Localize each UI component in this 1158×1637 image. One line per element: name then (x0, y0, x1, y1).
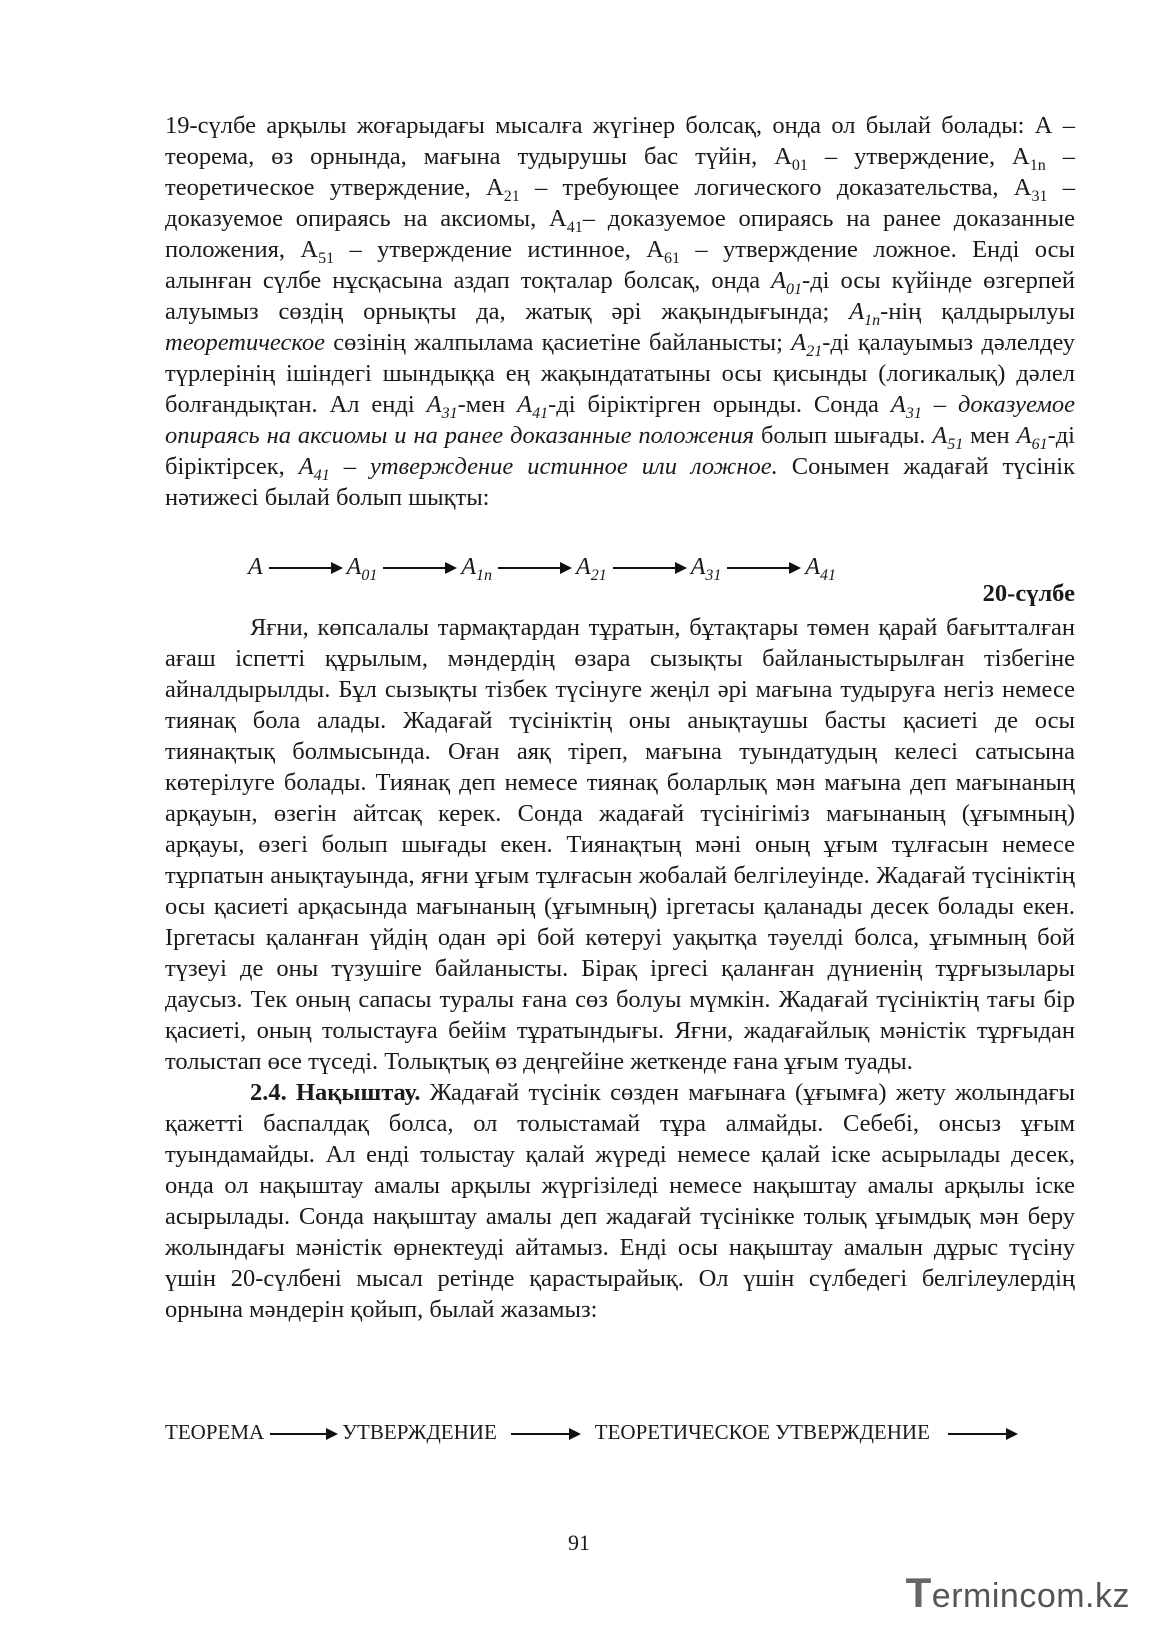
symbol: $A_{31}$ (426, 391, 458, 422)
italic-term: – утверждение истинное или ложное. (329, 453, 778, 480)
text-run: Жадағай түсінік сөзден мағынаға (ұғымға) жету жолындағы қажетті баспалдақ болса, ол толыстамай тұра алмайды. Себебі, онсыз ұғым туындамайды. Ал енді толыстау қалай жүреді немесе қалай іске асырылады десек, онда ол нақыштау амалы арқылы жүргізіледі немесе нақыштау амалы арқылы іске асырылады. Сонда нақыштау амалы деп жадағай түсінікке толық ұғымдық мән беру жолындағы мәністік өрнектеуді айтамыз. Енді осы нақыштау амалын дұрыс түсіну үшін 20-сүлбені мысал ретінде қарастырайық. Ол үшін сүлбедегі белгілеулердің орнына мәндерін қойып, былай жазамыз: (165, 1079, 1075, 1323)
flow-item: УТВЕРЖДЕНИЕ (342, 1420, 497, 1444)
text-run: мен (963, 422, 1017, 449)
text-run: Сонымен жадағай түсінік нәтижесі былай болып шықты: (165, 453, 1075, 511)
symbol: $A_{01}$ (771, 267, 803, 298)
subscript: 31 (1031, 187, 1048, 205)
text-run: -мен (457, 391, 518, 418)
text-run: -ді осы күйінде өзгерпей алуымыз сөздің орнықты да, жатық әрі жақындығында; (165, 267, 1075, 325)
arrow-right-icon (269, 567, 341, 569)
symbol: $A_{41}$ (298, 453, 330, 484)
text-run: – требующее логического доказательства, А (519, 174, 1032, 201)
scheme-node: $A_{41}$ (805, 553, 837, 584)
body-text (165, 612, 1075, 1325)
text-run: -ді қалауымыз дәлелдеу түрлерінің ішіндегі шындыққа ең жақындататыны осы қисынды (логикалық) дәлел болғандықтан. Ал енді (165, 329, 1075, 418)
text-run: 19-сүлбе арқылы жоғарыдағы мысалға жүгінер болсақ, онда ол былай болады: А – теорема, өз орнында, мағына тудырушы бас түйін, А (165, 112, 1075, 170)
text-run: – доказуемое опираясь на аксиомы, А (165, 174, 1075, 232)
scheme-node: A (248, 553, 263, 580)
symbol: $A_{31}$ (890, 391, 922, 422)
text-run: – утверждение ложное. Енді осы алынған сүлбе нұсқасына аздап тоқталар болсақ, онда (165, 236, 1075, 294)
subscript: 41 (566, 218, 583, 236)
symbol: $A_{61}$ (1016, 422, 1048, 453)
text-run: – утверждение, А (807, 143, 1030, 170)
scheme-node: $A_{01}$ (346, 553, 378, 584)
scheme-node: $A_{21}$ (576, 553, 607, 584)
text-run: -ді біріктірсек, (165, 422, 1075, 480)
arrow-right-icon (948, 1433, 1016, 1435)
subscript: 01 (791, 156, 808, 174)
subscript: 61 (663, 249, 680, 267)
symbol: $A_{41}$ (517, 391, 549, 422)
arrow-right-icon (613, 567, 685, 569)
scheme-label: 20-сүлбе (982, 580, 1075, 607)
arrow-right-icon (383, 567, 455, 569)
text-run: – теоретическое утверждение, А (165, 143, 1075, 201)
flow-item: ТЕОРЕМА (165, 1420, 265, 1444)
paragraph-1 (165, 110, 1075, 513)
text-run: сөзінің жалпылама қасиетіне байланысты; (325, 329, 792, 356)
text-run: – доказуемое опираясь на ранее доказанные положения, А (165, 205, 1075, 263)
text-run: -ді біріктірген орынды. Сонда (548, 391, 891, 418)
arrow-right-icon (511, 1433, 579, 1435)
text-run: болып шығады. (754, 422, 933, 449)
subscript: 21 (503, 187, 520, 205)
flow-item: ТЕОРЕТИЧЕСКОЕ УТВЕРЖДЕНИЕ (594, 1420, 930, 1444)
italic-term: – доказуемое опираясь на аксиомы и на ранее доказанные положения (165, 391, 1075, 449)
scheme-20 (248, 552, 836, 582)
scheme-node: $A_{1n}$ (461, 553, 493, 584)
arrow-right-icon (498, 567, 570, 569)
watermark-logo: Termincom.kz (905, 1569, 1130, 1616)
arrow-right-icon (727, 567, 799, 569)
symbol: $A_{1n}$ (849, 298, 881, 329)
symbol: $A_{21}$ (791, 329, 823, 360)
page-number: 91 (568, 1530, 590, 1555)
section-heading: 2.4. Нақыштау. (250, 1079, 421, 1106)
paragraph-2: Яғни, көпсалалы тармақтардан тұратын, бұтақтары төмен қарай бағытталған ағаш іспетті құрылым, мәндердің өзара сызықты байланыстырылған тізбегіне айналдырылды. Бұл сызықты тізбек түсінуге жеңіл әрі мағына тудыруға негіз немесе тиянақ бола алады. Жадағай түсініктің оны анықтаушы басты қасиеті де осы тиянақтық болмысында. Оған аяқ тіреп, мағына туындатудың келесі сатысына көтерілуге болады. Тиянақ деп немесе тиянақ боларлық мән мағына деп мағынаның арқауын, өзегін айтсақ керек. Сонда жадағай түсінігіміз мағынаның (ұғымның) арқауы, өзегі болып шығады екен. Тиянақтың мәні оның ұғым тұлғасын немесе тұрпатын анықтауында, яғни ұғым тұлғасын жобалай белгілеуінде. Жадағай түсініктің осы қасиеті арқасында мағынаның (ұғымның) іргетасы қаланады десек болады екен. Іргетасы қаланған үйдің одан әрі бой көтеруі уақытқа тәуелді болса, ұғымның бой түзеуі де оны түзушіге байланысты. Бірақ іргесі қаланған дүниенің тұрғызылары даусыз. Тек оның сапасы туралы ғана сөз болуы мүмкін. Жадағай түсініктің тағы бір қасиеті, оның толыстауға бейім тұратындығы. Яғни, жадағайлық мәністік тұрғыдан толыстап өсе түседі. Толықтық өз деңгейіне жеткенде ғана ұғым туады. (165, 614, 1075, 1075)
paragraph-3 (165, 1077, 1075, 1325)
concept-flow (165, 1420, 1075, 1445)
subscript: 1n (1029, 156, 1046, 174)
italic-term: теоретическое (165, 329, 326, 356)
text-run: – утверждение истинное, А (334, 236, 664, 263)
scheme-node: $A_{31}$ (690, 553, 722, 584)
arrow-right-icon (270, 1433, 336, 1435)
text-run: -нің қалдырылуы (880, 298, 1075, 325)
symbol: $A_{51}$ (932, 422, 964, 453)
subscript: 51 (318, 249, 335, 267)
